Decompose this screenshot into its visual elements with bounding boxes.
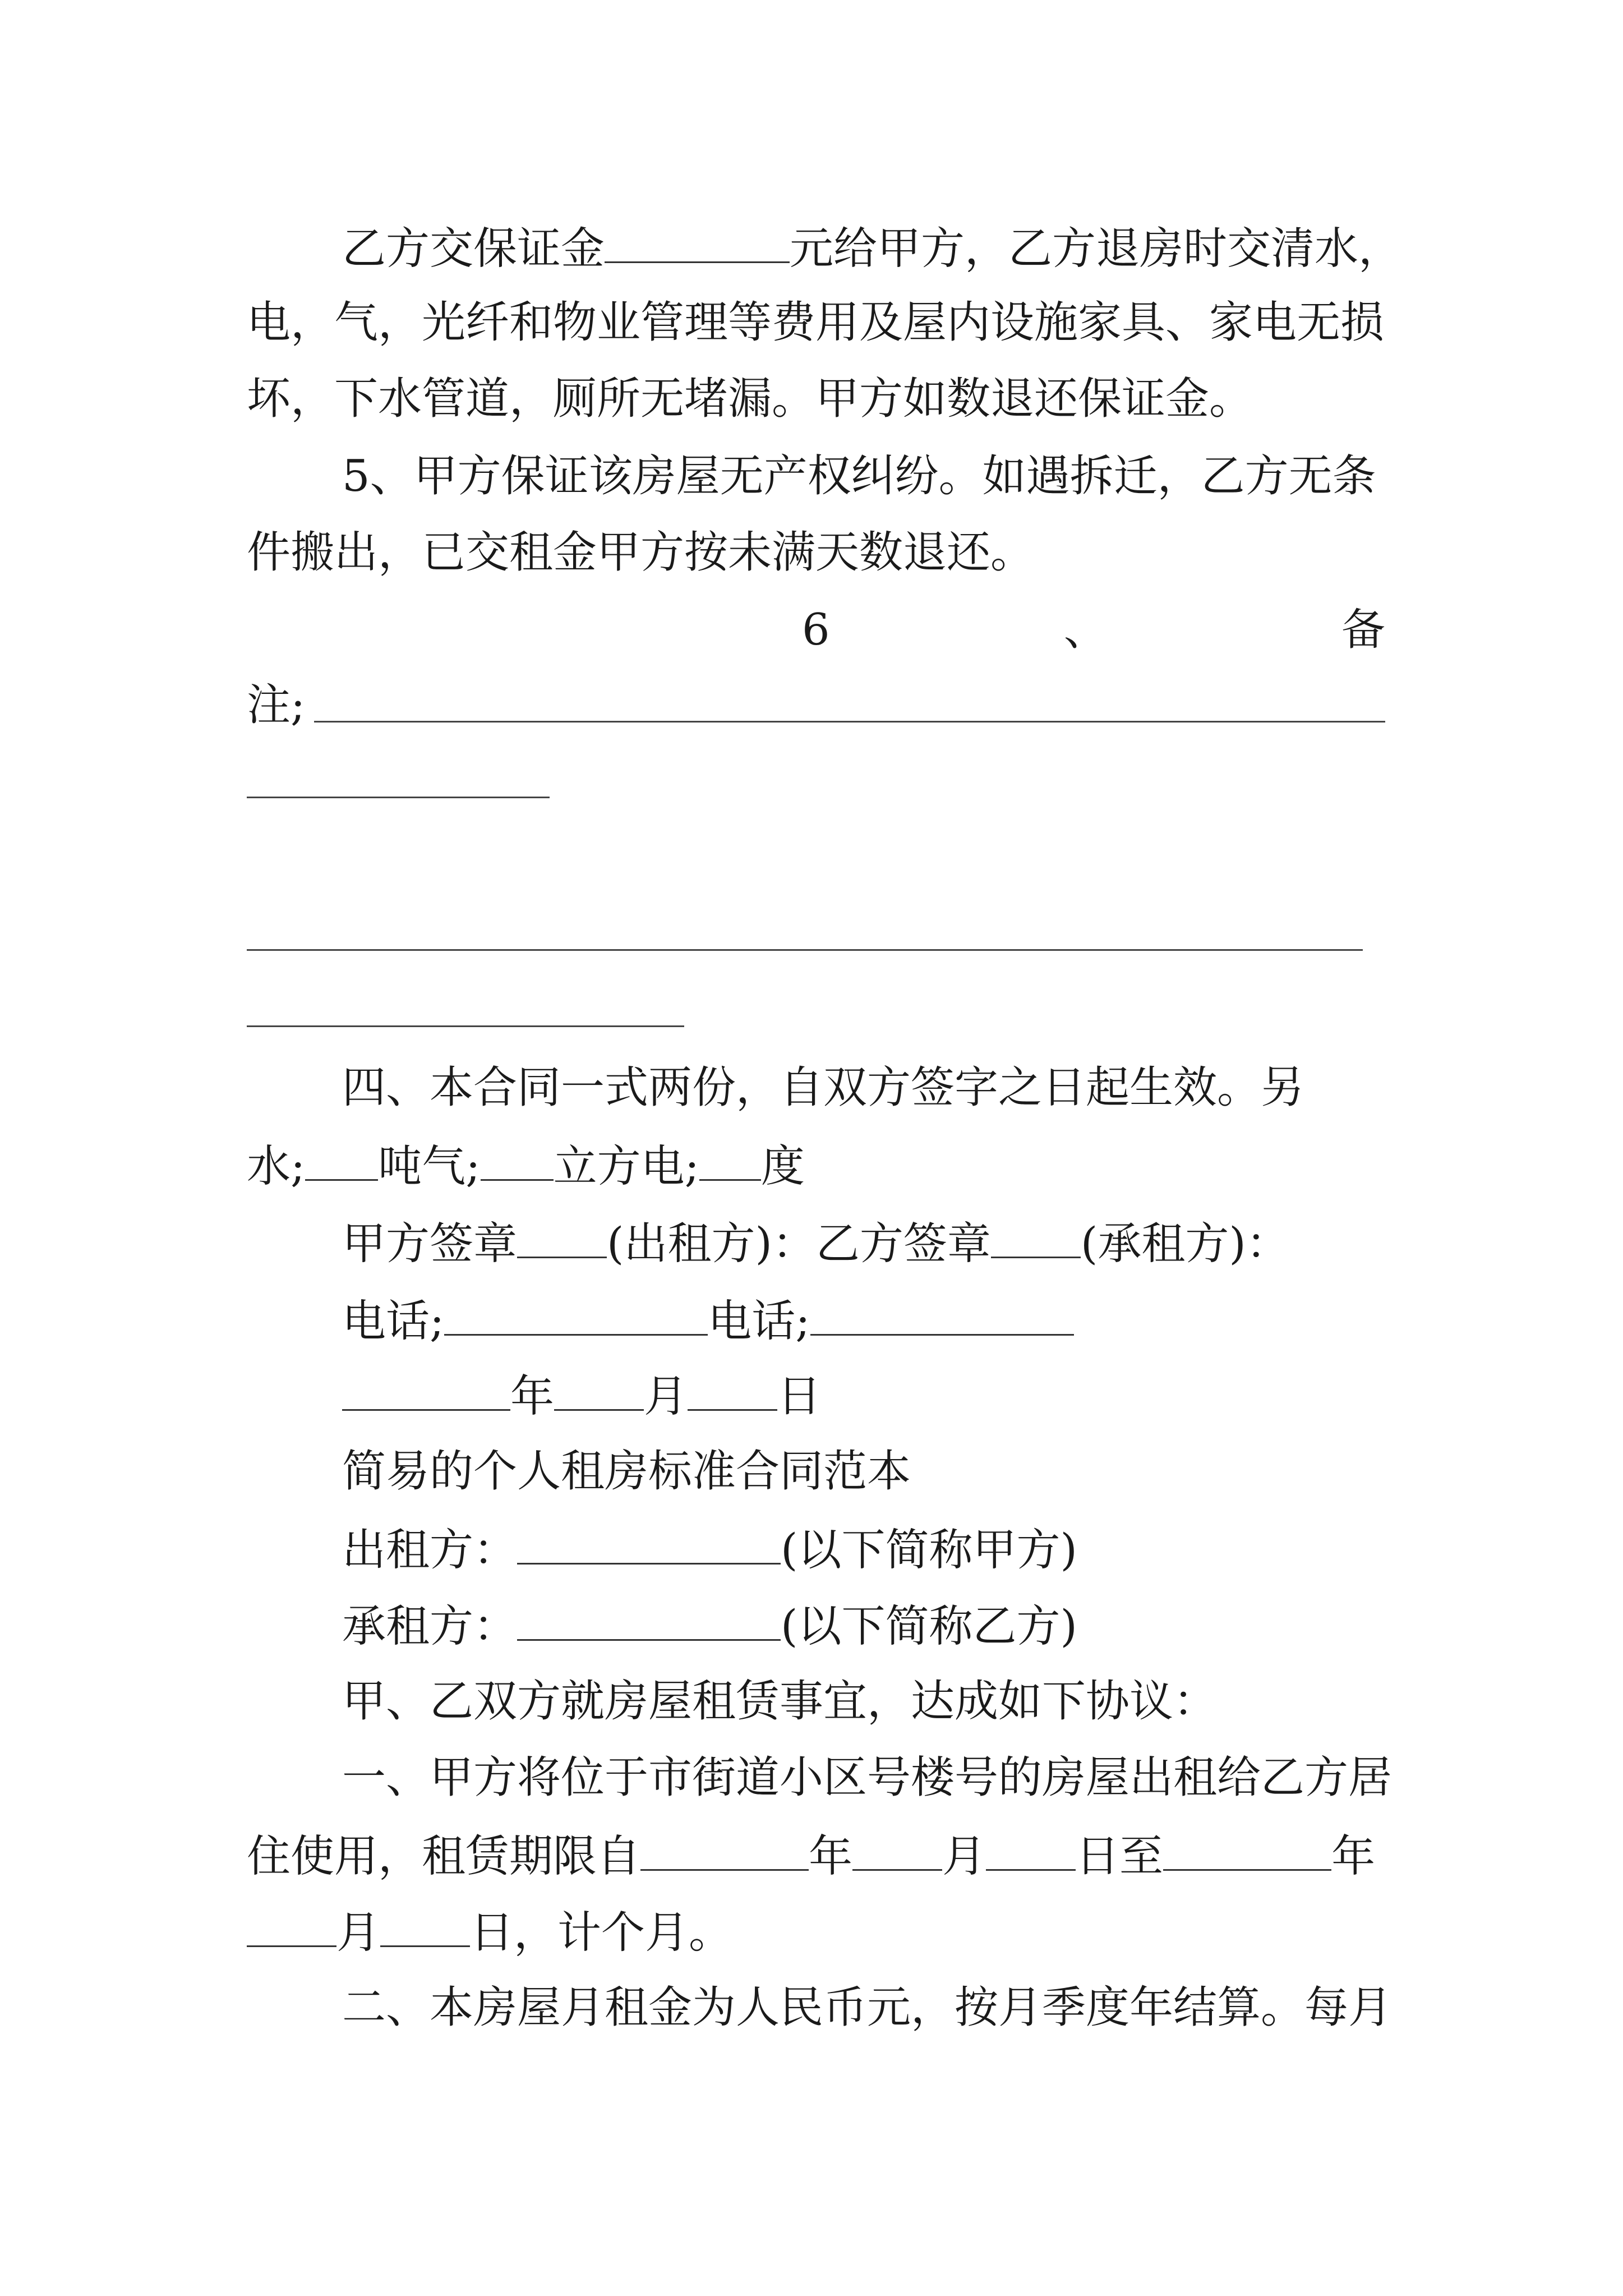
lessee-line xyxy=(342,1601,1077,1652)
deposit-line-3: 坏，下水管道，厕所无堵漏。甲方如数退还保证金。 xyxy=(247,374,1253,424)
phone-b-blank xyxy=(810,1297,1074,1336)
gas-blank xyxy=(481,1142,554,1181)
electric-blank xyxy=(699,1142,761,1181)
deposit-text-b: 元给甲方，乙方退房时交清水， xyxy=(790,223,1403,274)
clause-1-line-2 xyxy=(247,1831,1376,1882)
sign-year-blank xyxy=(342,1372,510,1411)
water-label: 水; xyxy=(247,1141,306,1192)
signature-line xyxy=(342,1218,1290,1269)
phone-a-blank xyxy=(444,1297,708,1336)
remarks-label: 注; xyxy=(247,680,306,730)
remarks-line-3 xyxy=(247,949,1363,951)
remarks-line-4 xyxy=(247,1025,684,1027)
end-month-label: 月 xyxy=(336,1907,381,1958)
remarks-line-1 xyxy=(314,721,1385,723)
phone-line xyxy=(342,1296,1074,1347)
lessor-line xyxy=(342,1525,1077,1576)
clause6-number: 6 xyxy=(802,605,830,655)
clause4-line-1: 四、本合同一式两份，自双方签字之日起生效。另 xyxy=(342,1062,1305,1113)
lessor-note: (以下简称甲方) xyxy=(781,1525,1077,1576)
end-month-blank xyxy=(247,1908,336,1947)
lessee-note: (以下简称乙方) xyxy=(781,1601,1077,1652)
deposit-line-1 xyxy=(342,223,1403,274)
party-a-sign-label: 甲方签章 xyxy=(342,1218,518,1269)
clause6-separator: 、 xyxy=(1063,605,1108,655)
party-a-sign-blank xyxy=(517,1220,607,1258)
sign-year-label: 年 xyxy=(510,1371,555,1422)
end-year-label: 年 xyxy=(1331,1831,1376,1882)
clause-2-line-1: 二、本房屋月租金为人民币元，按月季度年结算。每月 xyxy=(342,1982,1393,2033)
deposit-text-a: 乙方交保证金 xyxy=(342,223,605,274)
sign-day-blank xyxy=(688,1372,777,1411)
phone-a-label: 电话; xyxy=(342,1296,445,1347)
gas-label: 吨气; xyxy=(378,1141,481,1192)
start-year-label: 年 xyxy=(809,1831,853,1882)
start-day-blank xyxy=(986,1832,1076,1871)
end-year-blank xyxy=(1163,1832,1331,1871)
deposit-line-2: 电，气，光纤和物业管理等费用及屋内设施家具、家电无损 xyxy=(247,297,1385,348)
lessee-blank xyxy=(517,1602,781,1641)
deposit-amount-blank xyxy=(605,224,790,263)
clause5-line-2: 件搬出，已交租金甲方按未满天数退还。 xyxy=(247,527,1035,578)
lease-term-text: 住使用，租赁期限自 xyxy=(247,1831,641,1882)
end-day-label: 日，计个月。 xyxy=(470,1907,733,1958)
start-day-to-label: 日至 xyxy=(1076,1831,1164,1882)
sign-month-blank xyxy=(554,1372,644,1411)
party-b-sign-blank xyxy=(991,1220,1081,1258)
party-b-role: (承租方)： xyxy=(1080,1218,1290,1269)
meter-readings-line xyxy=(247,1141,805,1192)
start-month-label: 月 xyxy=(942,1831,986,1882)
sign-day-label: 日 xyxy=(777,1371,822,1422)
agreement-line: 甲、乙双方就房屋租赁事宜，达成如下协议： xyxy=(342,1676,1218,1727)
end-day-blank xyxy=(380,1908,470,1947)
degree-label: 度 xyxy=(760,1141,805,1192)
clause5-line-1: 5、甲方保证该房屋无产权纠纷。如遇拆迁，乙方无条 xyxy=(342,451,1376,501)
start-year-blank xyxy=(640,1832,809,1871)
sign-date-line xyxy=(342,1371,822,1422)
sign-month-label: 月 xyxy=(644,1371,688,1422)
lessor-label: 出租方： xyxy=(342,1525,518,1576)
clause-1-line-1: 一、甲方将位于市街道小区号楼号的房屋出租给乙方居 xyxy=(342,1752,1393,1803)
electric-label: 立方电; xyxy=(553,1141,699,1192)
start-month-blank xyxy=(852,1832,942,1871)
lessor-blank xyxy=(517,1526,781,1565)
remarks-line-2 xyxy=(247,797,550,798)
clause-1-line-3 xyxy=(247,1907,733,1958)
clause6-heading xyxy=(802,605,1385,655)
clause6-word: 备 xyxy=(1341,605,1385,655)
phone-b-label: 电话; xyxy=(708,1296,810,1347)
lessee-label: 承租方： xyxy=(342,1601,518,1652)
party-a-role: (出租方)：乙方签章 xyxy=(607,1218,991,1269)
water-blank xyxy=(305,1142,378,1181)
contract-title: 简易的个人租房标准合同范本 xyxy=(342,1446,911,1497)
